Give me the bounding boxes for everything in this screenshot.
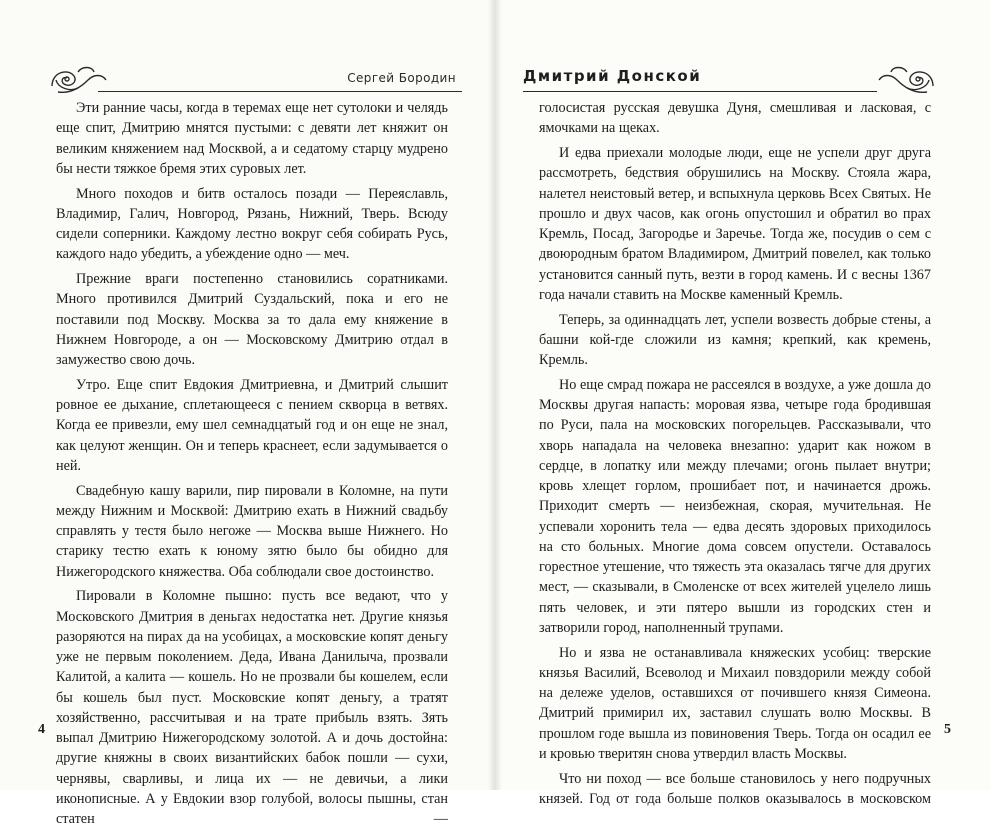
header-rule xyxy=(523,91,877,92)
left-body-text xyxy=(56,98,448,829)
left-page xyxy=(0,0,495,827)
paragraph: Но еще смрад пожара не рассеялся в воздухе, а уже дошла до Москвы другая напасть: моровая язва, четыре года бродившая по Руси, пала на московских погорельцев. Рассказывали, что хворь нападала на человека внезапно: ударит как ножом в сердце, в лопатку или между плечами; огонь пылает внутри; кровь хлещет горлом, прошибает пот, и начинается дрожь. Приходит смерть — неизбежная, скорая, мучительная. Не успевали хоронить тела — едва десять здоровых приходилось на сто больных. Многие дома совсем опустели. Оставалось горестное утешение, что тяжесть эта оказалась тягче для других мест, — сказывали, в Смоленске от всех жителей уцелело лишь пять человек, и эти пятеро вышли из городских стен и затворили город, наполненный трупами. xyxy=(539,376,931,636)
paragraph: Пировали в Коломне пышно: пусть все ведают, что у Московского Дмитрия в деньгах недостатка нет. Другие князья разоряются на пирах да на усобицах, а московские копят деньгу уже не первым поколением. Деда, Ивана Данилыча, прозвали Калитой, а калита — кошель. Но не прозвали бы кошелем, если бы кошель был пуст. Московские копят деньгу, а тратят хозяйственно, рассчитывая и на трате прибыль взять. Зять выпал Дмитрию Нижегородскому золотой. А и дочь достойна: другие княжны в своих византийских бабок пошли — сухи, чернявы, сварливы, и лица их — не девичьи, а лики иконописные. А у Евдокии взор голубой, волосы пышны, стан статен — xyxy=(56,588,448,827)
paragraph: И едва приехали молодые люди, еще не успели друг друга рассмотреть, бедствия обрушились на Москву. Стояла жара, налетел неистовый ветер, и вспыхнула церковь Всех Святых. Не прошло и двух часов, как огонь опустошил и обратил во прах Кремль, Посад, Загородье и Заречье. Тогда же, посудив о сем с двоюродным братом Владимиром, Дмитрий повелел, как только установится санный путь, везти в город камень. И с весны 1367 года начали ставить на Москве каменный Кремль. xyxy=(539,145,931,303)
paragraph: Но и язва не останавливала княжеских усобиц: тверские князья Василий, Всеволод и Михаил повздорили между собой на дележе уделов, оставшихся от почившего князя Симеона. Дмитрий примирил их, заставил слушать волю Москвы. В прошлом годе вышла из повиновения Тверь. Тогда он осадил ее и кровью тверитян снова утвердил власть Москвы. xyxy=(539,644,931,762)
book-gutter xyxy=(488,0,502,790)
paragraph: Прежние враги постепенно становились соратниками. Много противился Дмитрий Суздальский, пока и его не поставили под Москву. Москва за то дала ему княжение в Нижнем Новгороде, а он — Московскому Дмитрию отдал в замужество свою дочь. xyxy=(56,271,448,368)
left-header xyxy=(48,62,462,102)
paragraph: Много походов и битв осталось позади — Переяславль, Владимир, Галич, Новгород, Рязань, Нижний, Тверь. Всюду сидели соперники. Каждому лестно вокруг себя собирать Русь, каждого надо убедить, а убеждение одно — меч. xyxy=(56,185,448,263)
paragraph: Свадебную кашу варили, пир пировали в Коломне, на пути между Нижним и Москвой: Дмитрию ехать в Нижний свадьбу справлять у тестя было негоже — Москва выше Нижнего. Но старику тестю ехать к юному зятю было бы обидно для Нижегородского княжества. Оба соблюдали свое достоинство. xyxy=(56,482,448,580)
header-rule xyxy=(98,91,462,92)
right-header xyxy=(523,62,937,102)
paragraph: Что ни поход — все больше становилось у него подручных князей. Год от года больше полков оказывалось в московском xyxy=(539,770,931,807)
running-head-author: Сергей Бородин xyxy=(347,71,456,85)
page-number: 4 xyxy=(38,722,45,737)
page-number: 5 xyxy=(944,722,951,737)
right-page xyxy=(495,0,990,807)
paragraph: Утро. Еще спит Евдокия Дмитриевна, и Дмитрий слышит ровное ее дыхание, сплетающееся с пением скворца в ветвях. Когда ее привезли, ему шел семнадцатый год и он еще не знал, как целуют женщин. Он и теперь краснеет, если задумывается о ней. xyxy=(56,376,448,474)
right-body-text xyxy=(539,98,931,809)
scroll-ornament-icon xyxy=(875,62,937,96)
paragraph: Теперь, за одиннадцать лет, успели возвесть добрые стены, а башни кой-где сложили из камня; крепкий, как кремень, Кремль. xyxy=(539,311,931,368)
running-head-title: Дмитрий Донской xyxy=(523,67,702,85)
paragraph: Эти ранние часы, когда в теремах еще нет сутолоки и челядь еще спит, Дмитрию мнятся пустыми: с девяти лет княжит он великим княжением над Москвой, а и седатому старцу мудрено бы нести тяжкое бремя этих суровых лет. xyxy=(56,100,448,177)
paragraph: голосистая русская девушка Дуня, смешливая и ласковая, с ямочками на щеках. xyxy=(539,100,931,137)
